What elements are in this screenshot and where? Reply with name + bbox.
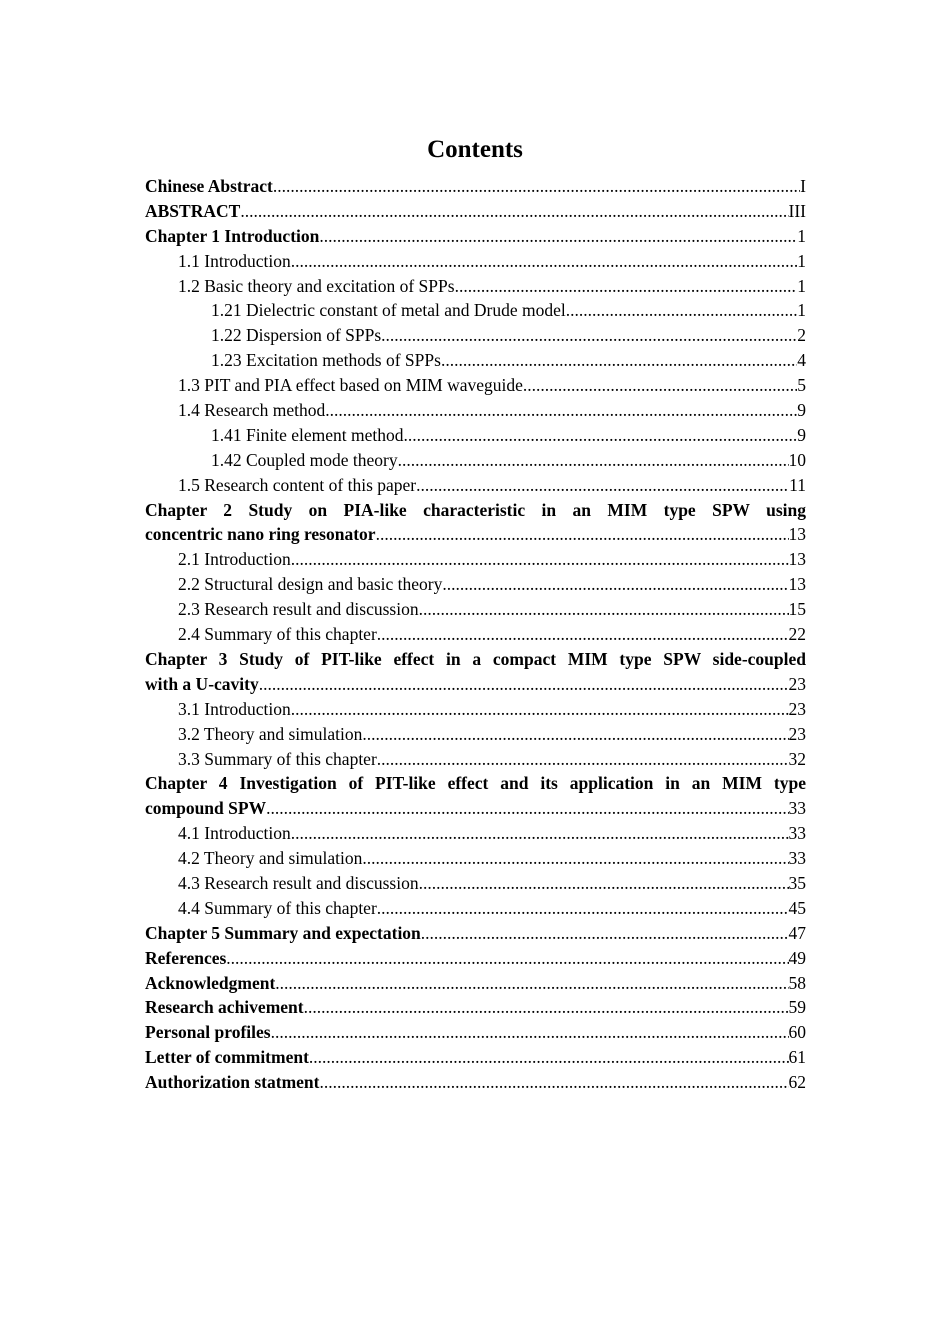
dot-leader [566, 298, 798, 323]
toc-entry-label: 1.4 Research method [178, 400, 326, 421]
toc-entry[interactable] [145, 298, 806, 323]
toc-entry[interactable] [145, 995, 806, 1020]
toc-entry[interactable] [145, 871, 806, 896]
toc-entry-label: 4.4 Summary of this chapter [178, 897, 377, 918]
dot-leader [291, 697, 789, 722]
toc-entry-page: 33 [788, 823, 806, 844]
toc-entry-label-line1: Chapter 4 Investigation of PIT-like effect and its application in an MIM type [145, 773, 806, 794]
toc-entry-label: 1.5 Research content of this paper [178, 474, 417, 495]
toc-entry-page: 13 [788, 524, 806, 545]
toc-entry-page: 13 [788, 549, 806, 570]
toc-entry-label: 4.2 Theory and simulation [178, 848, 363, 869]
dot-leader [275, 971, 788, 996]
toc-entry-page: 33 [788, 848, 806, 869]
toc-entry-page: 13 [788, 574, 806, 595]
toc-entry-label: 3.2 Theory and simulation [178, 723, 363, 744]
toc-entry[interactable] [145, 846, 806, 871]
toc-entry-page: 1 [797, 275, 806, 296]
toc-entry-label: Chapter 1 Introduction [145, 225, 320, 246]
toc-entry-page: 23 [788, 723, 806, 744]
dot-leader [271, 1020, 789, 1045]
toc-entry-page: I [800, 176, 806, 196]
dot-leader [398, 448, 789, 473]
toc-entry-page: 11 [789, 474, 806, 495]
toc-entry[interactable] [145, 1045, 806, 1070]
toc-entry-page: 62 [788, 1072, 806, 1093]
toc-entry[interactable] [145, 971, 806, 996]
toc-entry[interactable] [145, 1070, 806, 1095]
toc-entry[interactable] [145, 771, 806, 821]
toc-entry[interactable] [145, 697, 806, 722]
dot-leader [442, 572, 788, 597]
toc-entry-page: 33 [788, 798, 806, 819]
dot-leader [419, 597, 789, 622]
toc-entry[interactable] [145, 498, 806, 548]
toc-entry[interactable] [145, 597, 806, 622]
toc-entry[interactable] [145, 722, 806, 747]
toc-entry-label: References [145, 947, 227, 968]
toc-entry-label: 3.3 Summary of this chapter [178, 748, 377, 769]
dot-leader [419, 871, 789, 896]
toc-entry-page: 2 [797, 325, 806, 346]
table-of-contents [145, 174, 806, 1095]
toc-entry[interactable] [145, 572, 806, 597]
dot-leader [416, 473, 789, 498]
toc-entry[interactable] [145, 224, 806, 249]
toc-entry-label-line2: with a U-cavity [145, 673, 259, 694]
dot-leader [309, 1045, 789, 1070]
dot-leader [320, 1070, 789, 1095]
toc-entry-page: 61 [788, 1047, 806, 1068]
toc-entry-label: 1.42 Coupled mode theory [211, 449, 398, 470]
dot-leader [377, 622, 789, 647]
dot-leader [523, 373, 797, 398]
toc-entry-label: 2.3 Research result and discussion [178, 599, 419, 620]
toc-entry[interactable] [145, 747, 806, 772]
toc-entry[interactable] [145, 1020, 806, 1045]
toc-entry-page: 9 [797, 424, 806, 445]
toc-entry-label: 1.21 Dielectric constant of metal and Drude model [211, 300, 566, 321]
toc-entry[interactable] [145, 323, 806, 348]
toc-entry-page: 5 [797, 375, 806, 396]
toc-entry-page: 58 [788, 972, 806, 993]
toc-entry-label: 2.4 Summary of this chapter [178, 624, 377, 645]
dot-leader [291, 821, 789, 846]
page-title: Contents [427, 136, 523, 163]
toc-entry[interactable] [145, 821, 806, 846]
dot-leader [441, 348, 797, 373]
dot-leader [319, 224, 797, 249]
toc-entry-label: 1.22 Dispersion of SPPs [211, 325, 382, 346]
dot-leader [362, 846, 788, 871]
dot-leader [240, 199, 788, 224]
dot-leader [325, 398, 797, 423]
toc-entry[interactable] [145, 348, 806, 373]
dot-leader [291, 249, 797, 274]
toc-entry[interactable] [145, 448, 806, 473]
toc-entry[interactable] [145, 647, 806, 697]
toc-entry-page: 15 [788, 599, 806, 620]
toc-entry-label: ABSTRACT [145, 200, 241, 221]
toc-entry-page: 49 [788, 947, 806, 968]
dot-leader [226, 946, 788, 971]
toc-entry-label: Authorization statment [145, 1072, 320, 1093]
toc-entry-page: 32 [788, 748, 806, 769]
toc-entry-label: 4.3 Research result and discussion [178, 872, 419, 893]
dot-leader [403, 423, 797, 448]
toc-entry-page: 60 [788, 1022, 806, 1043]
toc-entry-page: 35 [788, 872, 806, 893]
toc-entry-label: Acknowledgment [145, 972, 276, 993]
toc-entry-label: 3.1 Introduction [178, 698, 291, 719]
toc-entry[interactable] [145, 921, 806, 946]
toc-entry-page: 22 [788, 624, 806, 645]
toc-entry-page: 23 [788, 698, 806, 719]
dot-leader [376, 522, 789, 547]
toc-entry-page: 1 [797, 300, 806, 321]
toc-entry-page: 45 [788, 897, 806, 918]
dot-leader [455, 274, 798, 299]
toc-entry-label: 4.1 Introduction [178, 823, 291, 844]
toc-entry-label: 1.23 Excitation methods of SPPs [211, 350, 441, 371]
toc-entry[interactable] [145, 174, 806, 199]
toc-entry-label: 1.1 Introduction [178, 250, 291, 271]
toc-entry[interactable] [145, 274, 806, 299]
toc-entry-page: 23 [788, 673, 806, 694]
toc-entry[interactable] [145, 547, 806, 572]
toc-entry-page: 4 [797, 350, 806, 371]
dot-leader [421, 921, 789, 946]
toc-entry-label-line2: concentric nano ring resonator [145, 524, 376, 545]
toc-entry-page: 9 [797, 400, 806, 421]
toc-entry-label: 1.41 Finite element method [211, 424, 404, 445]
toc-entry[interactable] [145, 249, 806, 274]
toc-entry-page: 1 [797, 225, 806, 246]
toc-entry-label-line2: compound SPW [145, 798, 267, 819]
toc-entry-label: Research achivement [145, 997, 304, 1018]
toc-entry-label: Chinese Abstract [145, 176, 273, 196]
dot-leader [259, 672, 789, 697]
toc-entry[interactable] [145, 398, 806, 423]
toc-entry-page: 47 [788, 922, 806, 943]
dot-leader [291, 547, 789, 572]
dot-leader [362, 722, 788, 747]
dot-leader [377, 747, 789, 772]
toc-entry-label: 1.2 Basic theory and excitation of SPPs [178, 275, 455, 296]
dot-leader [377, 896, 789, 921]
toc-entry[interactable] [145, 373, 806, 398]
toc-entry-label: Letter of commitment [145, 1047, 309, 1068]
toc-entry-page: 1 [797, 250, 806, 271]
toc-entry-label: 1.3 PIT and PIA effect based on MIM waveguide [178, 375, 523, 396]
toc-entry-page: III [788, 200, 806, 221]
toc-entry[interactable] [145, 423, 806, 448]
dot-leader [304, 995, 789, 1020]
toc-entry[interactable] [145, 199, 806, 224]
dot-leader [266, 796, 788, 821]
toc-entry-label: 2.1 Introduction [178, 549, 291, 570]
dot-leader [381, 323, 797, 348]
dot-leader [273, 174, 800, 199]
toc-entry[interactable] [145, 896, 806, 921]
toc-entry-page: 10 [788, 449, 806, 470]
toc-entry-label-line1: Chapter 3 Study of PIT-like effect in a compact MIM type SPW side-coupled [145, 648, 806, 669]
toc-entry[interactable] [145, 622, 806, 647]
toc-entry-label: Chapter 5 Summary and expectation [145, 922, 421, 943]
toc-entry[interactable] [145, 946, 806, 971]
toc-entry-label: Personal profiles [145, 1022, 271, 1043]
toc-entry-label-line1: Chapter 2 Study on PIA-like characteristic in an MIM type SPW using [145, 499, 806, 520]
toc-entry-page: 59 [788, 997, 806, 1018]
toc-entry[interactable] [145, 473, 806, 498]
toc-entry-label: 2.2 Structural design and basic theory [178, 574, 443, 595]
